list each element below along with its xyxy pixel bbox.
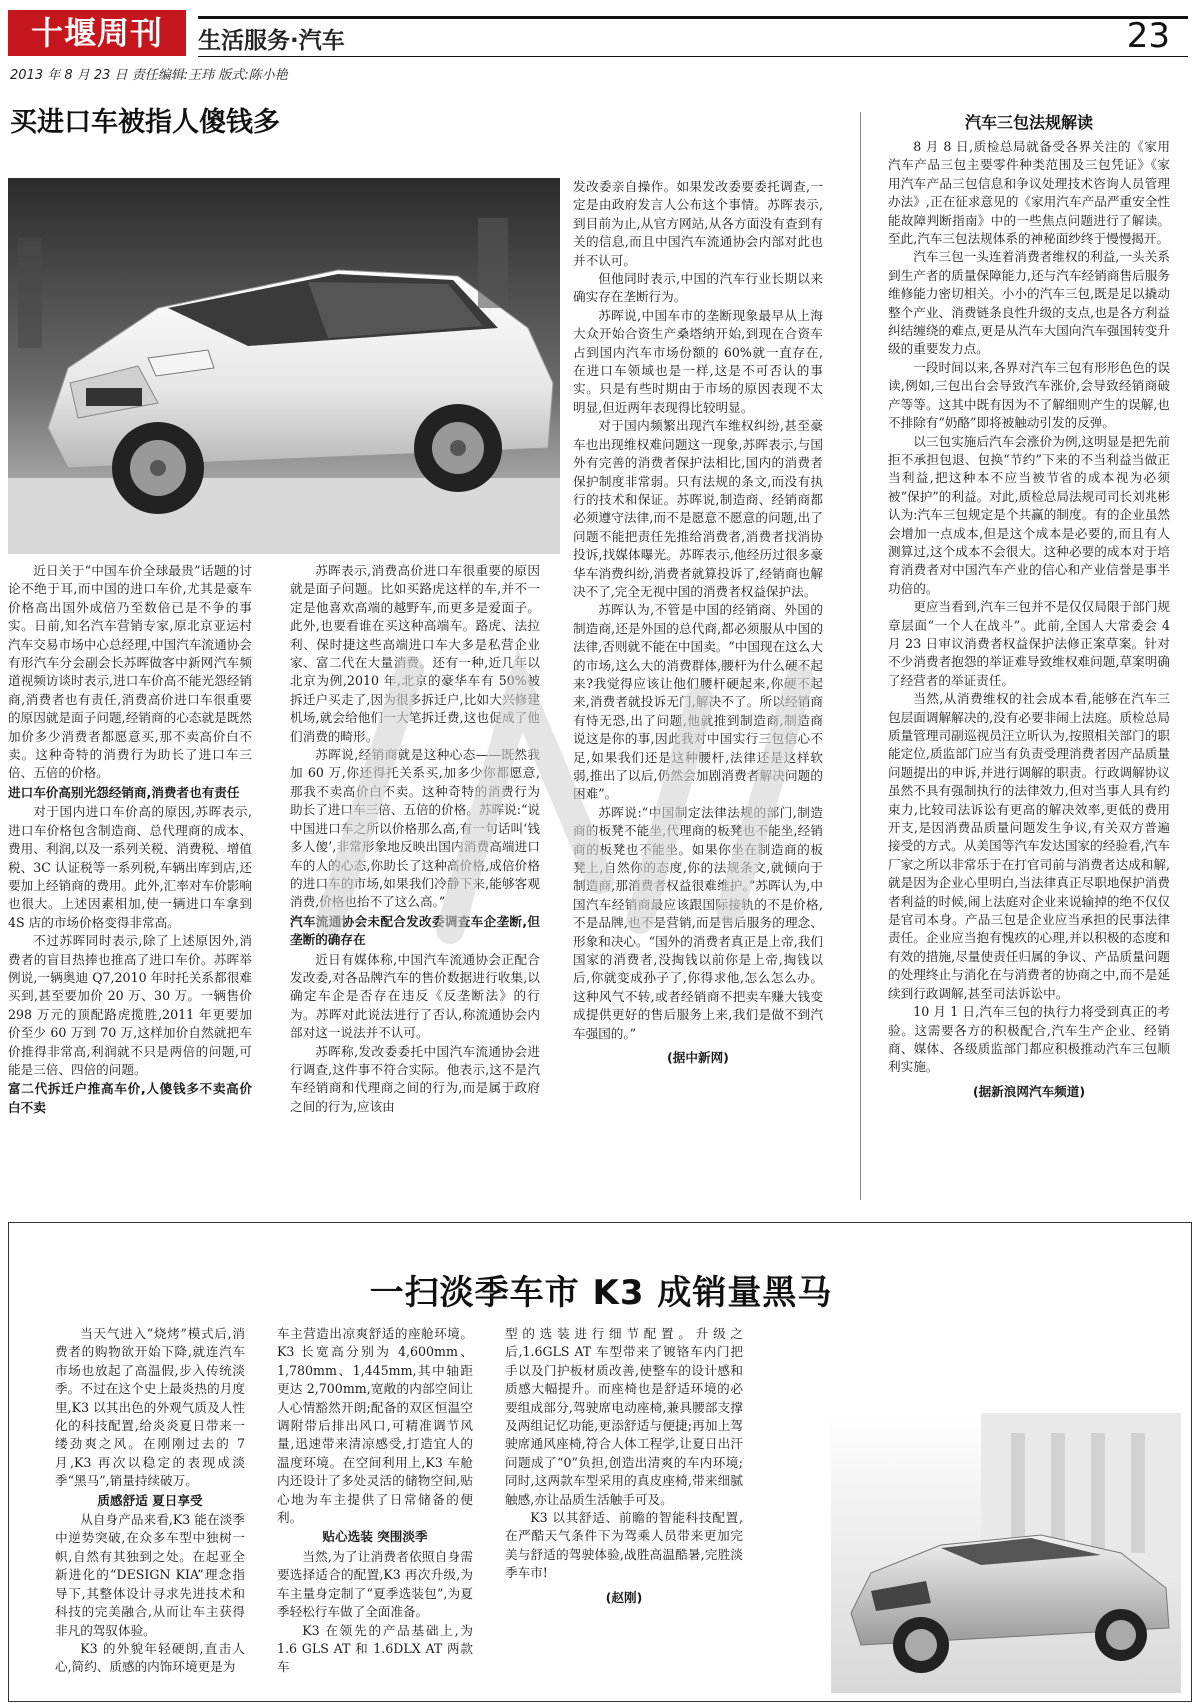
paragraph: 当然,为了让消费者依照自身需要选择适合的配置,K3 再次升级,为车主量身定制了“夏季选装包”,为夏季轻松行车做了全面准备。 — [277, 1548, 473, 1620]
main-article-column-1 — [8, 562, 252, 1118]
article-credit: (据中新网) — [667, 1050, 729, 1066]
paragraph: 苏晖说:“中国制定法律法规的部门,制造商的板凳不能坐,代理商的板凳也不能坐,经销商的板凳也不能坐。如果你坐在制造商的板凳上,自然你的态度,你的法规条文,就倾向于制造商,那消费者权益很难维护。”苏晖认为,中国汽车经销商最应该跟国际接轨的不是价格,不是品牌,也不是营销,而是售后服务的理念、形象和决心。“国外的消费者真正是上帝,我们国家的消费者,没掏钱以前你是上帝,掏钱以后,你就变成孙子了,你得求他,怎么怎么办。这种风气不转,或者经销商不把卖车赚大钱变成提供更好的售后服务上来,我们是做不到汽车强国的。” — [573, 804, 823, 1041]
paragraph: 苏晖认为,不管是中国的经销商、外国的制造商,还是外国的总代商,都必须服从中国的法律,否则就不能在中国卖。“中国现在这么大的市场,这么大的消费群体,腰杆为什么硬不起来?我觉得应该让他们腰杆硬起来,你硬不起来,消费者就投诉无门,解决不了。所以经销商有恃无恐,出了问题,他就推到制造商,制造商说这是你的事,因此我对中国实行三包信心不足,如果我们还是这种腰杆,法律还是这样软弱,推出了以后,仍然会加剧消费者解决问题的困难”。 — [573, 602, 823, 802]
k3-column-3 — [505, 1325, 743, 1607]
section-title: 生活服务·汽车 — [198, 28, 345, 54]
paragraph: 10 月 1 日,汽车三包的执行力将受到真正的考验。这需要各方的积极配合,汽车生产企业、经销商、媒体、各级质监部门都应积极推动汽车三包顺利实施。 — [888, 1004, 1170, 1075]
paragraph: 从自身产品来看,K3 能在淡季中逆势突破,在众多车型中独树一帜,自然有其独到之处。在起亚全新进化的“DESIGN KIA”理念指导下,其整体设计寻求先进技术和科技的完美融合,从而让车主获得非凡的驾驭体验。 — [55, 1512, 245, 1638]
paragraph: 更应当看到,汽车三包并不是仅仅局限于部门规章层面“一个人在战斗”。此前,全国人大常委会 4 月 23 日审议消费者权益保护法修正案草案。针对不少消费者抱怨的举证难导致维权难问题,草案明确了经营者的举证责任。 — [888, 599, 1170, 688]
paragraph: 但他同时表示,中国的汽车行业长期以来确实存在垄断行为。 — [573, 271, 823, 305]
paragraph: 车主营造出凉爽舒适的座舱环境。K3 长宽高分别为 4,600mm、1,780mm、1,445mm,其中轴距更达 2,700mm,宽敞的内部空间让人心情豁然开朗;配备的双区恒温空调附带后排出风口,可精准调节风量,迅速带来清凉感受,打造宜人的温度环境。在空间利用上,K3 车舱内还设计了多处灵活的储物空间,贴心地为车主提供了日常储备的便利。 — [277, 1326, 473, 1526]
article-credit: (赵刚) — [605, 1589, 643, 1605]
k3-column-2 — [277, 1325, 473, 1677]
paragraph: 发改委亲自操作。如果发改委要委托调查,一定是由政府发言人公布这个事情。苏晖表示,到目前为止,从官方网站,从各方面没有查到有关的信息,而且中国汽车流通协会内部对此也并不认可。 — [573, 179, 823, 268]
paragraph: 对于国内频繁出现汽车维权纠纷,甚至豪车也出现维权难问题这一现象,苏晖表示,与国外有完善的消费者保护法相比,国内的消费者保护制度非常弱。只有法规的条文,而没有执行的技术和保证。苏晖说,制造商、经销商都必须遵守法律,而不是愿意不愿意的问题,出了问题不能把责任先推给消费者,消费者找消协投诉,找媒体曝光。苏晖表示,他经历过很多豪华车消费纠纷,消费者就算投诉了,经销商也解决不了,完全无视中国的消费者权益保护法。 — [573, 418, 823, 599]
paragraph: 一段时间以来,各界对汽车三包有形形色色的误读,例如,三包出台会导致汽车涨价,会导致经销商破产等等。这其中既有因为不了解细则产生的误解,也不排除有“奶酪”即将被触动引发的反弹。 — [888, 359, 1170, 431]
paragraph: 汽车三包一头连着消费者维权的利益,一头关系到生产者的质量保障能力,还与汽车经销商售后服务维修能力密切相关。小小的汽车三包,既是足以撬动整个产业、消费链条良性升级的支点,也是各方利益纠结缠绕的难点,更是从汽车大国向汽车强国转变升级的重要发力点。 — [888, 249, 1170, 357]
header-rule-bottom — [198, 56, 1188, 57]
main-article-column-3 — [573, 178, 823, 1068]
paragraph: 苏晖说,中国车市的垄断现象最早从上海大众开始合资生产桑塔纳开始,到现在合资车占到国内汽车市场份额的 60%就一直存在,在进口车领域也是一样,这是不可否认的事实。只是有些时期由于市场的原因表现不太明显,但近两年表现得比较明显。 — [573, 307, 823, 415]
paragraph: 苏晖表示,消费高价进口车很重要的原因就是面子问题。比如买路虎这样的车,并不一定是他喜欢高端的越野车,而更多是爱面子。此外,也要看谁在买这种高端车。路虎、法拉利、保时捷这些高端进口车大多是私营企业家、富二代在大量消费。还有一种,近几年以北京为例,2010 年,北京的豪华车有 50%被拆迁户买走了,因为很多拆迁户,比如大兴修建机场,就会给他们一大笔拆迁费,这也促成了他们消费的畸形。 — [290, 563, 540, 744]
paragraph: 近日关于“中国车价全球最贵”话题的讨论不绝于耳,而中国的进口车价,尤其是豪车价格高出国外成倍乃至数倍已是不争的事实。日前,知名汽车营销专家,原北京亚运村汽车交易市场中心总经理,中国汽车流通协会有形汽车分会副会长苏晖做客中新网汽车频道视频访谈时表示,进口车价高不能光怨经销商,消费者也有责任,消费高价进口车很重要的原因就是面子问题,经销商的心态就是既然加价多少消费者都愿意买,那不卖高价白不卖。这种奇特的消费行为助长了进口车三倍、五倍的价格。 — [8, 563, 252, 781]
sidebar-article-body — [888, 138, 1170, 1101]
paragraph: 当然,从消费维权的社会成本看,能够在汽车三包层面调解解决的,没有必要非闹上法庭。质检总局质量管理司副巡视员汪立昕认为,按照相关部门的职能定位,质监部门应当有负责受理消费者因产品质量问题提出的申诉,并进行调解的职责。行政调解协议虽然不具有强制执行的法律效力,但对当事人具有约束力,比较司法诉讼有更高的解决效率,更低的费用开支,是因消费品质量问题发生争议,有关双方普遍接受的方式。从美国等汽车发达国家的经验看,汽车厂家之所以非常乐于在打官司前与消费者达成和解,就是因为企业心里明白,当法律真正尽职地保护消费者利益的时候,闹上法庭对企业来说输掉的绝不仅仅是官司本身。产品三包是企业应当承担的民事法律责任。企业应当抱有愧疚的心理,并以积极的态度和有效的措施,尽量使责任归属的争议、产品质量问题的处理终止与消化在与消费者的协商之中,而不是延续到行政调解,甚至司法诉讼中。 — [888, 691, 1170, 1001]
paragraph: 以三包实施后汽车会涨价为例,这明显是把先前拒不承担包退、包换“节约”下来的不当利益当做正当利益,把这种本不应当被节省的成本视为必须被“保护”的利益。对此,质检总局法规司司长刘兆彬认为:汽车三包规定是个共赢的制度。有的企业虽然会增加一点成本,但是这个成本是必要的,而且有人测算过,这个成本不会很大。这种必要的成本对于培育消费者对中国汽车产业的信心和产业信誉是事半功倍的。 — [888, 433, 1170, 596]
paragraph: K3 的外貌年轻硬朗,直击人心,简约、质感的内饰环境更是为 — [55, 1640, 245, 1675]
paragraph: 对于国内进口车价高的原因,苏晖表示,进口车价格包含制造商、总代理商的成本、费用、利润,以及一系列关税、消费税、增值税、3C 认证税等一系列税,车辆出库到店,还要加上经销商的费用。此外,汇率对车价影响也很大。上述因素相加,使一辆进口车拿到 4S 店的市场价格变得非常高。 — [8, 804, 252, 930]
subheading: 汽车流通协会未配合发改委调查车企垄断,但垄断的确存在 — [290, 913, 540, 948]
masthead: 十堰周刊 — [8, 10, 186, 56]
subheading: 富二代拆迁户推高车价,人傻钱多不卖高价白不卖 — [8, 1081, 252, 1115]
main-article-column-2 — [290, 562, 540, 1116]
sidebar-article-title: 汽车三包法规解读 — [964, 113, 1093, 132]
subheading: 进口车价高别光怨经销商,消费者也有责任 — [8, 784, 240, 800]
k3-feature-box — [8, 1222, 1192, 1702]
subheading: 贴心选装 突围淡季 — [322, 1529, 428, 1545]
paragraph: K3 在领先的产品基础上,为 1.6 GLS AT 和 1.6DLX AT 两款车 — [277, 1622, 473, 1675]
subheading: 质感舒适 夏日享受 — [97, 1492, 203, 1508]
header-rule-top — [198, 16, 1188, 19]
paragraph: 苏晖称,发改委委托中国汽车流通协会进行调查,这件事不符合实际。他表示,这不是汽车经销商和代理商之间的行为,而是属于政府之间的行为,应该由 — [290, 1043, 540, 1114]
article-credit: (据新浪网汽车频道) — [972, 1083, 1086, 1099]
page-header — [8, 8, 1192, 88]
silver-sedan-photo — [831, 1413, 1181, 1693]
paragraph: 不过苏晖同时表示,除了上述原因外,消费者的盲目热捧也推高了进口车价。苏晖举例说,一辆奥迪 Q7,2010 年时托关系都很难买到,甚至要加价 20 万、30 万。一辆售价 298 万元的顶配路虎揽胜,2011 年更要加价至少 60 万到 70 万,这样加价自然就把车价推得非常高,利润就不只是两倍的问题,可能是三倍、四倍的问题。 — [8, 933, 252, 1077]
page-number: 23 — [1126, 16, 1170, 56]
main-article-title: 买进口车被指人傻钱多 — [10, 107, 280, 138]
dateline: 2013 年 8 月 23 日 责任编辑:王玮 版式:陈小艳 — [10, 68, 288, 83]
paragraph: 8 月 8 日,质检总局就备受各界关注的《家用汽车产品三包主要零件种类范围及三包凭证》《家用汽车产品三包信息和争议处理技术咨询人员管理办法》,正在征求意见的《家用汽车产品严重安全性能故障判断指南》中的一些焦点问题进行了解读。至此,汽车三包法规体系的神秘面纱终于慢慢揭开。 — [888, 139, 1170, 247]
k3-column-1 — [55, 1325, 245, 1677]
column-divider — [860, 112, 861, 1200]
k3-feature-title: 一扫淡季车市 K3 成销量黑马 — [369, 1273, 833, 1313]
white-suv-photo — [8, 178, 560, 554]
paragraph: 苏晖说,经销商就是这种心态——既然我加 60 万,你还得托关系买,加多少你都愿意,那我不卖高价白不卖。这种奇特的消费行为助长了进口车三倍、五倍的价格。苏晖说:“说中国进口车之所以价格那么高,有一句话叫‘钱多人傻’,非常形象地反映出国内消费高端进口车的人的心态,你助长了这种高价格,成倍价格的进口车的市场,如果我们冷静下来,能够客观消费,价格也抬不了这么高。” — [290, 747, 540, 910]
paragraph: 当天气进入“烧烤”模式后,消费者的购物欲开始下降,就连汽车市场也放起了高温假,步入传统淡季。不过在这个史上最炎热的月度里,K3 以其出色的外观气质及人性化的科技配置,给炎炎夏日带来一缕劲爽之风。在刚刚过去的 7 月,K3 再次以稳定的表现成淡季“黑马”,销量持续破万。 — [55, 1326, 245, 1489]
paragraph: 型的选装进行细节配置。升级之后,1.6GLS AT 车型带来了镀铬车内门把手以及门护板材质改善,使整车的设计感和质感大幅提升。而座椅也是舒适环境的必要组成部分,驾驶席电动座椅,兼具腰部支撑及两组记忆功能,更添舒适与便捷;再加上驾驶席通风座椅,符合人体工程学,让夏日出汗问题成了“0”负担,创造出清爽的车内环境;同时,这两款车型采用的真皮座椅,带来细腻触感,亦让品质生活触手可及。 — [505, 1326, 743, 1507]
paragraph: K3 以其舒适、前瞻的智能科技配置,在严酷天气条件下为驾乘人员带来更加完美与舒适的驾驶体验,战胜高温酷暑,完胜淡季车市! — [505, 1510, 743, 1581]
paragraph: 近日有媒体称,中国汽车流通协会正配合发改委,对各品牌汽车的售价数据进行收集,以确定车企是否存在违反《反垄断法》的行为。苏晖对此说法进行了否认,称流通协会内部对这一说法并不认可。 — [290, 951, 540, 1041]
